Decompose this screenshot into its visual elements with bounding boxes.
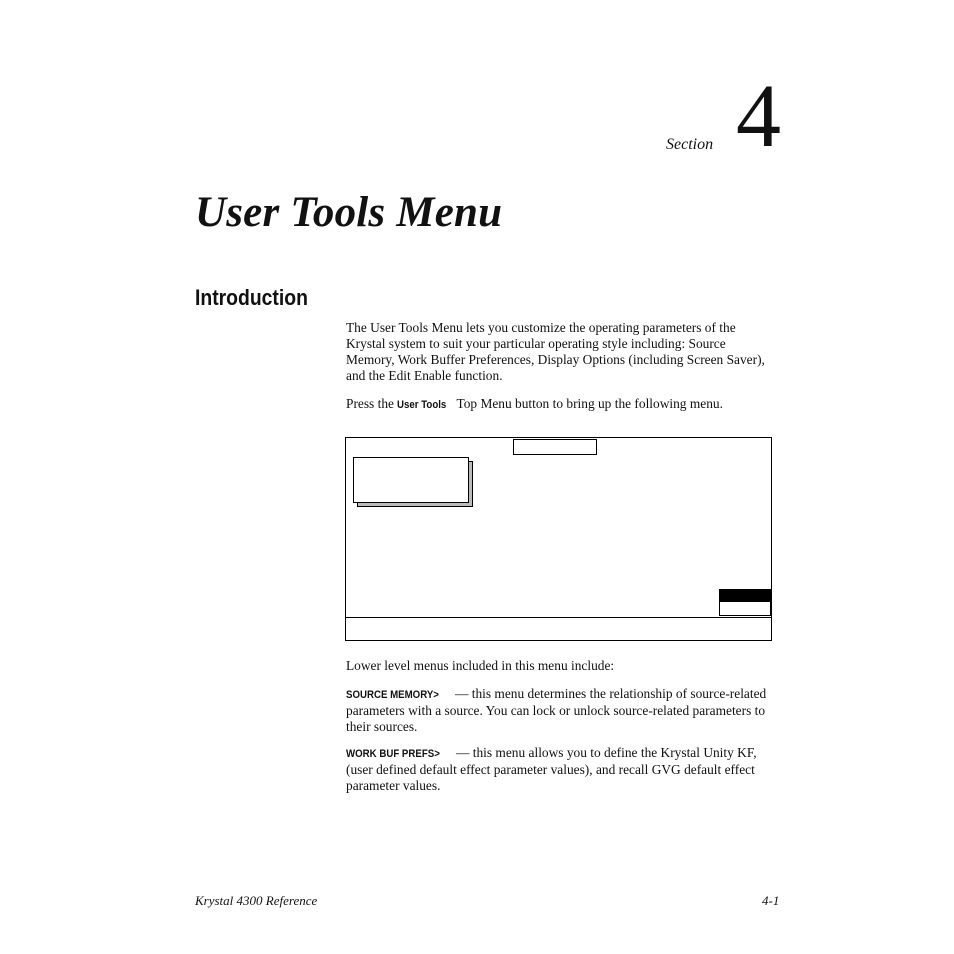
menu-item-label: SOURCE MEMORY> bbox=[346, 689, 439, 701]
menu-divider bbox=[345, 617, 772, 618]
menu-item-label: WORK BUF PREFS> bbox=[346, 748, 440, 760]
press-instruction bbox=[346, 396, 776, 413]
menu-item-source-memory bbox=[346, 686, 776, 735]
press-before: Press the bbox=[346, 396, 398, 411]
lower-menus-intro: Lower level menus included in this menu include: bbox=[346, 658, 615, 673]
menu-item-description: — this menu allows you to define the Krystal Unity KF, (user defined default effect parameter values), and recall GVG default effect parameter values. bbox=[346, 745, 757, 793]
press-after: Top Menu button to bring up the following menu. bbox=[453, 396, 723, 411]
menu-panel bbox=[353, 457, 469, 503]
menu-item-description: — this menu determines the relationship of source-related parameters with a source. You can lock or unlock source-related parameters to their sources. bbox=[346, 686, 767, 734]
section-heading: Introduction bbox=[195, 285, 308, 310]
menu-item-work-buf-prefs bbox=[346, 745, 776, 794]
footer-page-number: 4-1 bbox=[762, 893, 780, 908]
menu-title-box bbox=[513, 439, 597, 455]
section-number: 4 bbox=[736, 67, 781, 166]
menu-button bbox=[719, 601, 771, 616]
button-name: User Tools bbox=[397, 399, 447, 411]
intro-paragraph: The User Tools Menu lets you customize the operating parameters of the Krystal system to suit your particular operating style including: Source Memory, Work Buffer Preferences, Display Options (including Screen Saver), and the Edit Enable function. bbox=[346, 320, 765, 383]
section-label: Section bbox=[666, 136, 714, 153]
page-title: User Tools Menu bbox=[195, 189, 503, 236]
menu-button-selected bbox=[719, 589, 771, 601]
footer-doc-title: Krystal 4300 Reference bbox=[195, 893, 318, 908]
